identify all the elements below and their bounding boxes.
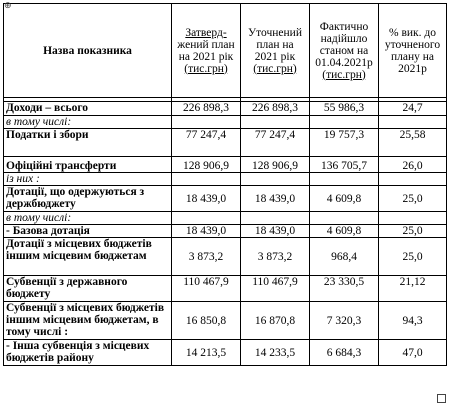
row-label: Субвенції з державного бюджету bbox=[4, 276, 172, 302]
row-label: Податки і збори bbox=[4, 129, 172, 157]
cell-actual: 23 330,5 bbox=[310, 276, 379, 302]
row-label: Дотації, що одержуються з держбюджету bbox=[4, 186, 172, 212]
table-row bbox=[4, 276, 447, 302]
cell-revised: 77 247,4 bbox=[241, 129, 310, 157]
cell-percent: 25,58 bbox=[379, 129, 447, 157]
row-label: із них : bbox=[4, 173, 172, 186]
header-row bbox=[4, 4, 447, 98]
table-row bbox=[4, 225, 447, 238]
table-row bbox=[4, 212, 447, 225]
cell-approved: 14 213,5 bbox=[172, 340, 241, 366]
cell-actual: 4 609,8 bbox=[310, 186, 379, 212]
cell-approved: 16 850,8 bbox=[172, 302, 241, 340]
row-label: Дотації з місцевих бюджетів іншим місцевим бюджетам bbox=[4, 238, 172, 276]
cell-percent: 25,0 bbox=[379, 225, 447, 238]
cell-actual: 968,4 bbox=[310, 238, 379, 276]
cell-actual: 6 684,3 bbox=[310, 340, 379, 366]
cell-approved: 110 467,9 bbox=[172, 276, 241, 302]
move-handle-icon[interactable]: ⊕ bbox=[4, 1, 12, 11]
table-row bbox=[4, 302, 447, 340]
table-row bbox=[4, 102, 447, 116]
row-label: - Базова дотація bbox=[4, 225, 172, 238]
cell-percent: 24,7 bbox=[379, 102, 447, 116]
cell-revised: 128 906,9 bbox=[241, 157, 310, 173]
cell-percent: 25,0 bbox=[379, 238, 447, 276]
table-row bbox=[4, 340, 447, 366]
header-revised: Уточнений план на 2021 рік (тис.грн) bbox=[241, 4, 310, 98]
row-label: Субвенції з місцевих бюджетів іншим місцевим бюджетам, в тому числі : bbox=[4, 302, 172, 340]
cell-approved: 18 439,0 bbox=[172, 186, 241, 212]
table-row bbox=[4, 157, 447, 173]
table-row bbox=[4, 186, 447, 212]
header-name: Назва показника bbox=[4, 4, 172, 98]
cell-percent: 25,0 bbox=[379, 186, 447, 212]
row-label: Офіційні трансферти bbox=[4, 157, 172, 173]
row-label: Доходи – всього bbox=[4, 102, 172, 116]
cell-revised: 3 873,2 bbox=[241, 238, 310, 276]
cell-actual: 136 705,7 bbox=[310, 157, 379, 173]
budget-table bbox=[3, 3, 447, 366]
cell-actual: 7 320,3 bbox=[310, 302, 379, 340]
cell-actual: 55 986,3 bbox=[310, 102, 379, 116]
table-row bbox=[4, 238, 447, 276]
cell-revised: 18 439,0 bbox=[241, 186, 310, 212]
row-label: в тому числі: bbox=[4, 212, 172, 225]
table-row bbox=[4, 129, 447, 157]
cell-revised: 18 439,0 bbox=[241, 225, 310, 238]
cell-approved: 18 439,0 bbox=[172, 225, 241, 238]
header-approved: Затверд- жений план на 2021 рік (тис.грн) bbox=[172, 4, 241, 98]
cell-actual: 4 609,8 bbox=[310, 225, 379, 238]
resize-handle-icon[interactable] bbox=[437, 394, 446, 403]
cell-approved: 226 898,3 bbox=[172, 102, 241, 116]
cell-approved: 3 873,2 bbox=[172, 238, 241, 276]
cell-percent: 94,3 bbox=[379, 302, 447, 340]
cell-percent: 21,12 bbox=[379, 276, 447, 302]
table-row bbox=[4, 173, 447, 186]
cell-percent: 47,0 bbox=[379, 340, 447, 366]
cell-approved: 77 247,4 bbox=[172, 129, 241, 157]
cell-percent: 26,0 bbox=[379, 157, 447, 173]
cell-revised: 226 898,3 bbox=[241, 102, 310, 116]
cell-actual: 19 757,3 bbox=[310, 129, 379, 157]
budget-table-document bbox=[3, 3, 446, 366]
row-label: в тому числі: bbox=[4, 116, 172, 129]
header-percent: % вик. до уточненого плану на 2021р bbox=[379, 4, 447, 98]
row-label: - Інша субвенція з місцевих бюджетів району bbox=[4, 340, 172, 366]
header-actual: Фактично надійшло станом на 01.04.2021р (тис.грн) bbox=[310, 4, 379, 98]
cell-revised: 110 467,9 bbox=[241, 276, 310, 302]
cell-revised: 16 870,8 bbox=[241, 302, 310, 340]
cell-approved: 128 906,9 bbox=[172, 157, 241, 173]
table-row bbox=[4, 116, 447, 129]
cell-revised: 14 233,5 bbox=[241, 340, 310, 366]
